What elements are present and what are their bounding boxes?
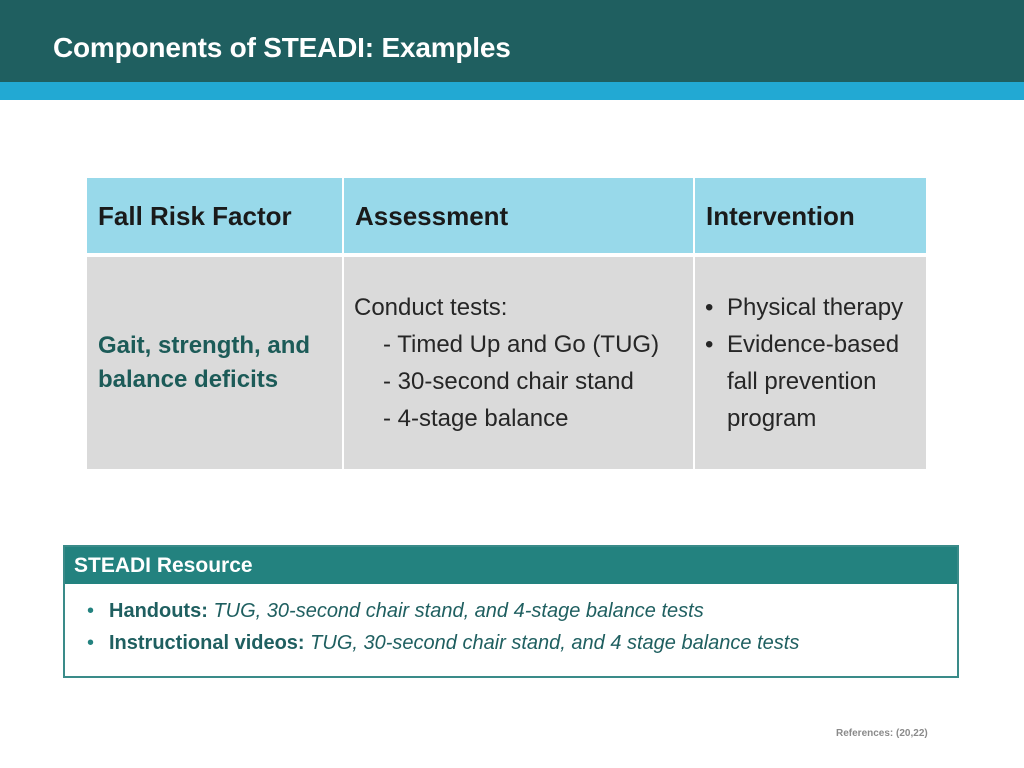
references-note: References: (20,22) (836, 728, 928, 739)
resource-item-handouts (87, 595, 957, 627)
table-header-row (87, 178, 926, 257)
risk-factor-text: Gait, strength, and balance deficits (98, 332, 311, 393)
risk-factor-cell (87, 257, 344, 469)
accent-bar (0, 82, 1024, 100)
resource-label: Instructional videos: (109, 632, 305, 654)
intervention-cell (695, 257, 926, 469)
header-intervention: Intervention (695, 178, 926, 257)
header-fall-risk-factor: Fall Risk Factor (87, 178, 344, 257)
resource-text: TUG, 30-second chair stand, and 4-stage balance tests (213, 600, 704, 622)
resource-list (65, 584, 957, 659)
header-bar (0, 0, 1024, 82)
bullet-icon: • (705, 294, 714, 321)
bullet-icon: • (87, 600, 95, 622)
bullet-icon: • (87, 632, 95, 654)
intervention-item-fall-prevention: • Evidence-based fall prevention program (705, 326, 926, 437)
steadi-resource-box (63, 545, 959, 678)
header-assessment: Assessment (344, 178, 695, 257)
intervention-item-physical-therapy: • Physical therapy (705, 289, 926, 326)
bullet-icon: • (705, 331, 714, 358)
assessment-item-balance: - 4-stage balance (383, 405, 569, 432)
assessment-item-chair-stand: - 30-second chair stand (383, 368, 634, 395)
resource-label: Handouts: (109, 600, 208, 622)
resource-title: STEADI Resource (65, 547, 957, 584)
intervention-list (705, 289, 926, 437)
table-row (87, 257, 926, 469)
assessment-cell (344, 257, 695, 469)
page-title: Components of STEADI: Examples (53, 32, 511, 63)
assessment-item-tug: - Timed Up and Go (TUG) (383, 331, 660, 358)
steadi-table (87, 178, 926, 469)
resource-item-videos (87, 627, 957, 659)
resource-text: TUG, 30-second chair stand, and 4 stage balance tests (310, 632, 800, 654)
assessment-intro: Conduct tests: (354, 294, 508, 321)
